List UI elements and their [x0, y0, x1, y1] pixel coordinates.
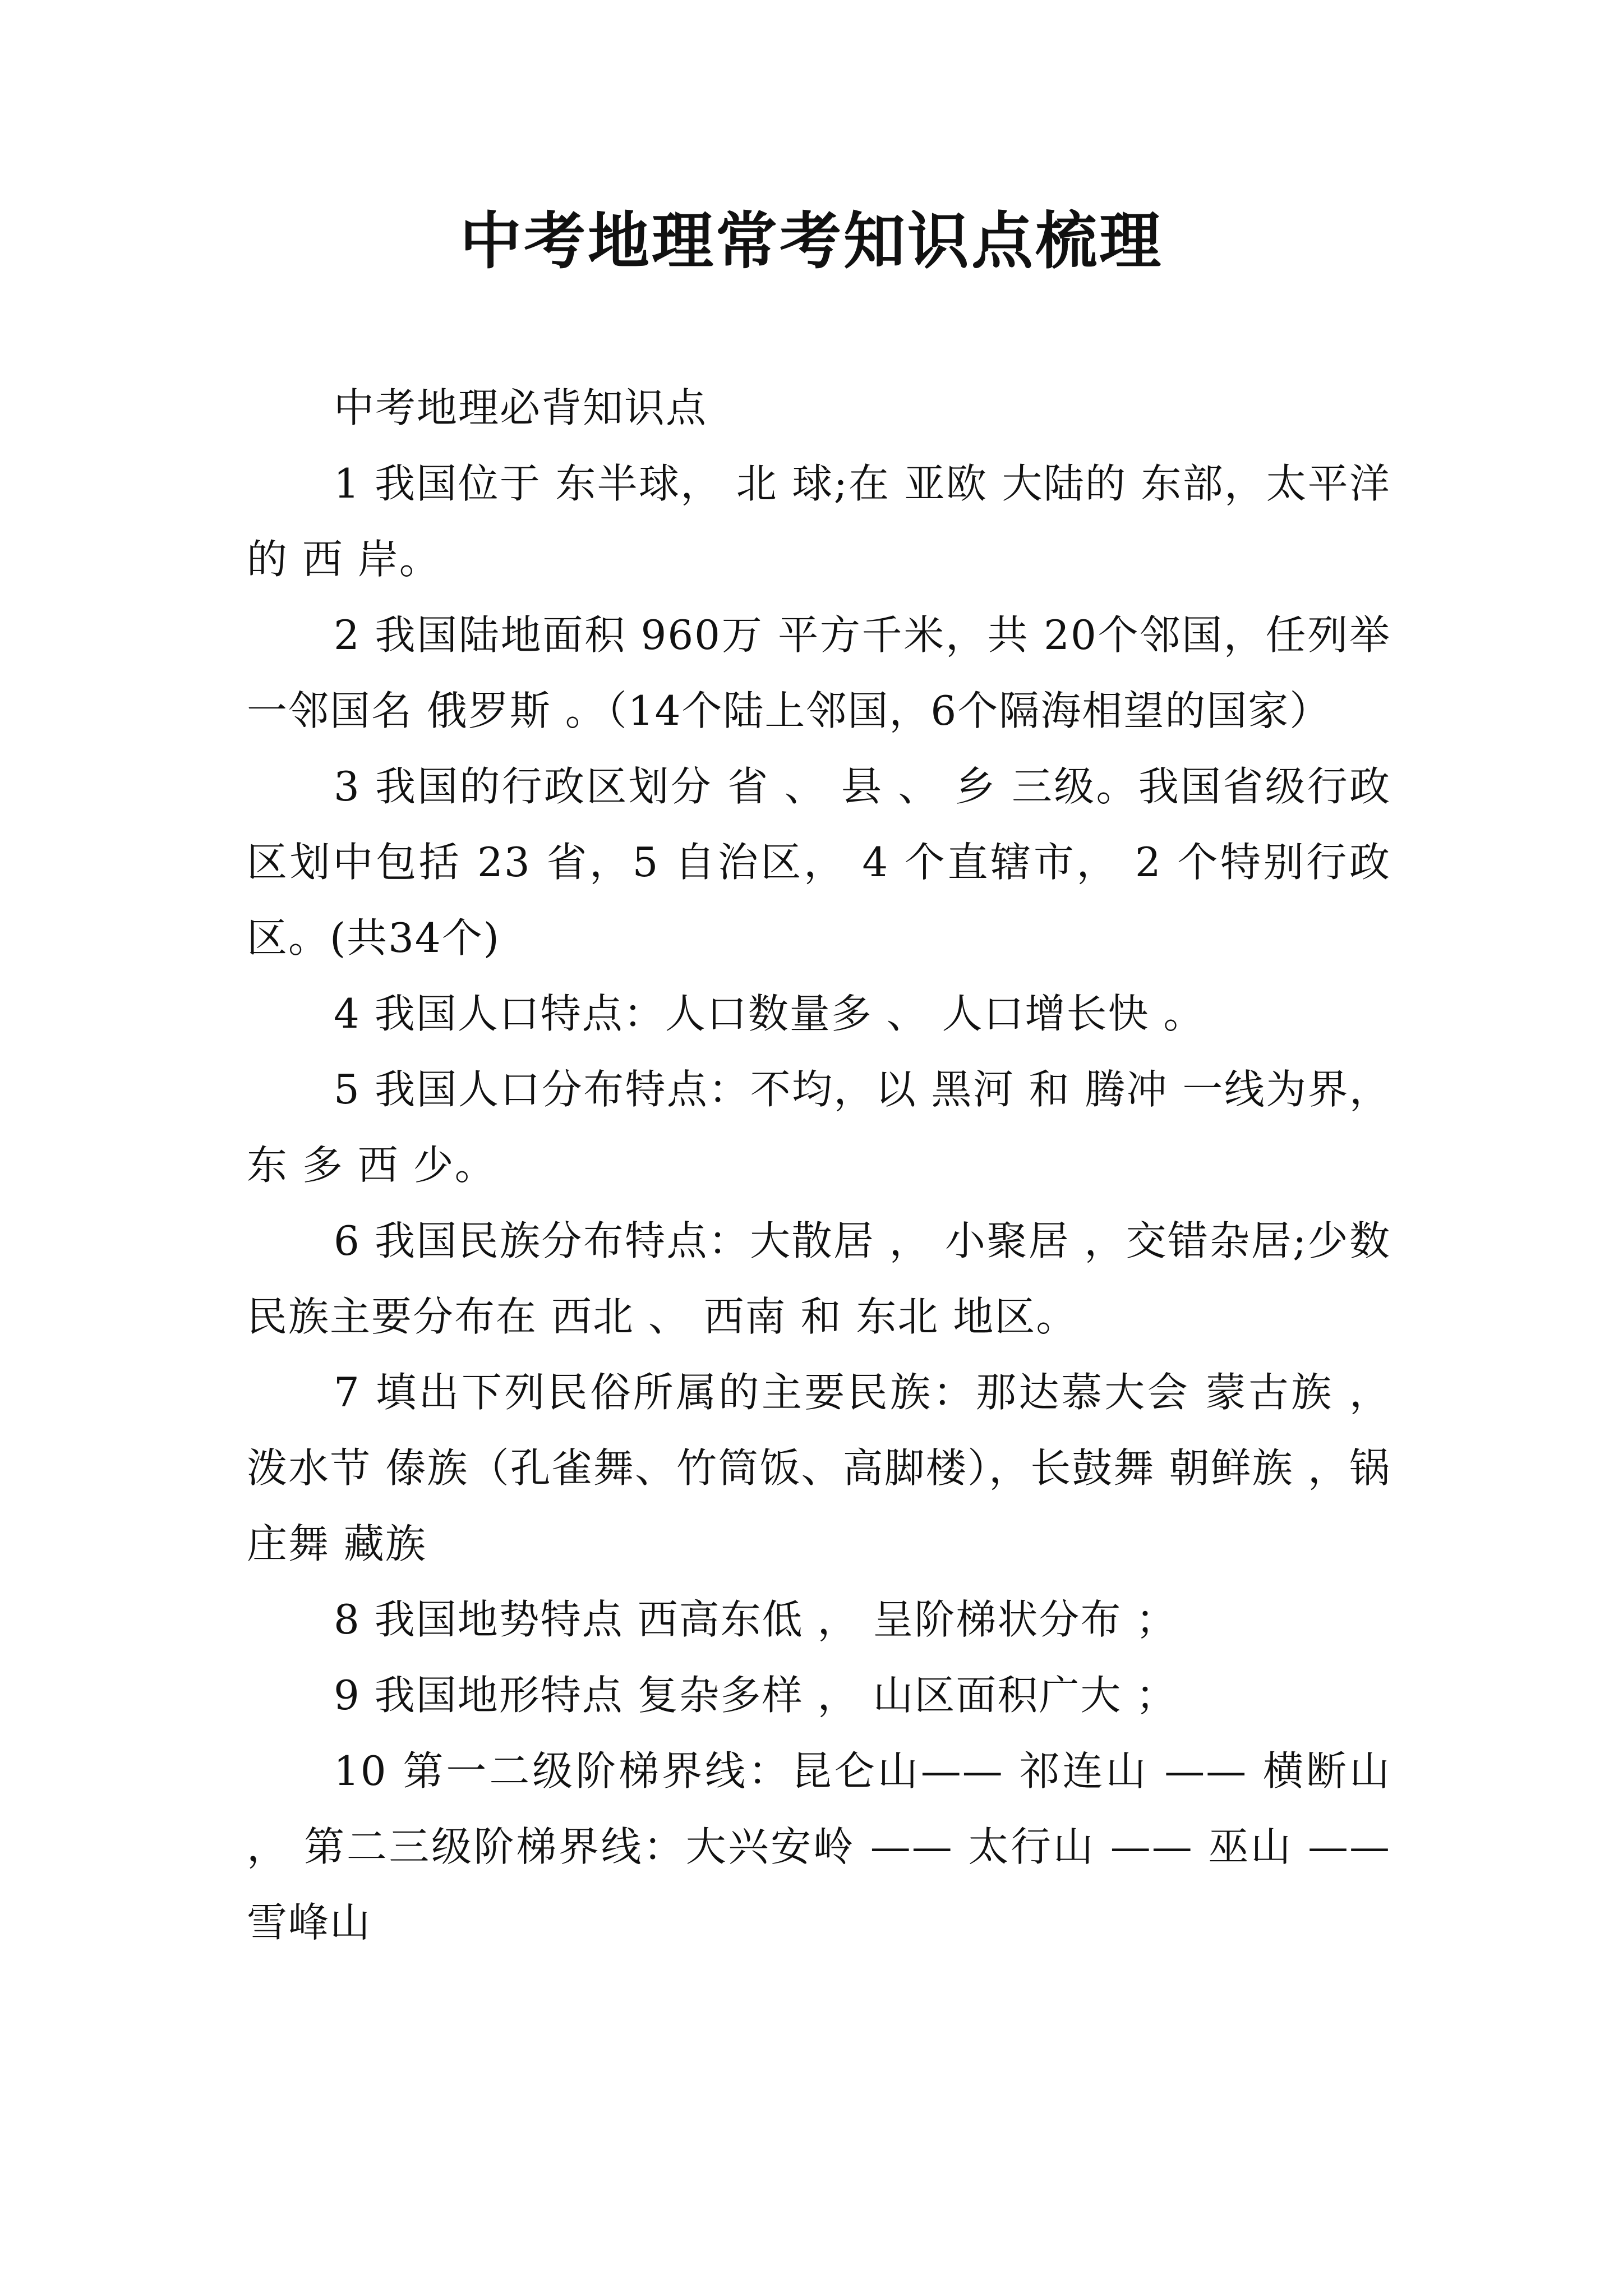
- paragraph-heading: 中考地理必背知识点: [334, 384, 708, 431]
- paragraph-1: 1 我国位于 东半球， 北 球;在 亚欧 大陆的 东部，太平洋的 西 岸。: [247, 460, 1391, 583]
- paragraph-7: 7 填出下列民俗所属的主要民族：那达慕大会 蒙古族 ，泼水节 傣族（孔雀舞、竹筒饭、高脚楼），长鼓舞 朝鲜族 ，锅庄舞 藏族: [247, 1369, 1391, 1567]
- paragraph-8: 8 我国地势特点 西高东低 ， 呈阶梯状分布 ；: [334, 1596, 1178, 1643]
- document-body: [247, 370, 1391, 1961]
- paragraph-5: 5 我国人口分布特点：不均，以 黑河 和 腾冲 一线为界， 东 多 西 少。: [247, 1066, 1391, 1189]
- paragraph-10: 10 第一二级阶梯界线：昆仑山—— 祁连山 —— 横断山 ， 第二三级阶梯界线：大兴安岭 —— 太行山 —— 巫山 ——雪峰山: [247, 1747, 1391, 1946]
- paragraph-4: 4 我国人口特点：人口数量多 、 人口增长快 。: [334, 990, 1205, 1037]
- paragraph-9: 9 我国地形特点 复杂多样 ， 山区面积广大 ；: [334, 1672, 1178, 1719]
- paragraph-2: 2 我国陆地面积 960万 平方千米，共 20个邻国，任列举一邻国名 俄罗斯 。（14个陆上邻国，6个隔海相望的国家）: [247, 611, 1391, 734]
- document-title: 中考地理常考知识点梳理: [460, 205, 1163, 277]
- paragraph-3: 3 我国的行政区划分 省 、 县 、 乡 三级。我国省级行政区划中包括 23 省，5 自治区， 4 个直辖市， 2 个特别行政区。(共34个): [247, 763, 1391, 961]
- paragraph-6: 6 我国民族分布特点：大散居 ， 小聚居 ，交错杂居;少数民族主要分布在 西北 、 西南 和 东北 地区。: [247, 1217, 1391, 1340]
